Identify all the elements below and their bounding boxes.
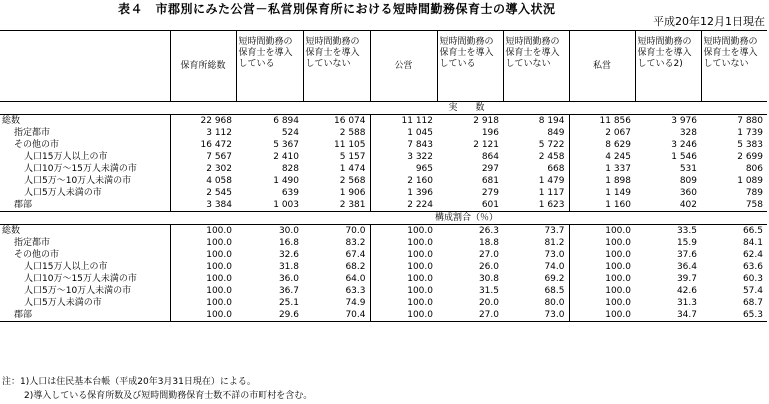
table-title: 表４ 市郡別にみた公営－私営別保育所における短時間勤務保育士の導入状況 <box>118 2 556 16</box>
table-cell: 8 629 <box>569 139 635 151</box>
table-cell: 279 <box>481 187 499 198</box>
table-row <box>0 285 767 297</box>
table-cell: 7 843 <box>370 139 437 151</box>
table-cell: 1 337 <box>569 163 635 175</box>
table-cell: 297 <box>481 163 499 174</box>
table-cell: 2 568 <box>339 175 366 186</box>
table-cell: 8 194 <box>538 115 565 126</box>
table-row <box>0 115 767 128</box>
table-row <box>0 199 767 212</box>
table-cell: 65.3 <box>701 309 767 322</box>
table-cell: 26.3 <box>478 225 499 236</box>
header-public-introduced: 短時間勤務の保育士を導入している <box>437 31 503 102</box>
table-cell: 74.0 <box>544 261 565 272</box>
table-cell: 1 149 <box>569 187 635 199</box>
table-cell: 2 918 <box>473 115 499 126</box>
table-cell: 100.0 <box>569 237 635 249</box>
table-cell: 849 <box>547 127 565 138</box>
table-cell: 100.0 <box>370 273 437 285</box>
table-cell: 1 906 <box>339 187 366 198</box>
table-cell: 1 160 <box>569 199 635 212</box>
table-cell: 1 623 <box>503 199 569 212</box>
table-cell: 74.9 <box>345 297 366 308</box>
table-cell: 100.0 <box>370 225 437 238</box>
table-cell: 2 160 <box>370 175 437 187</box>
table-cell: 1 045 <box>370 127 437 139</box>
table-cell: 33.5 <box>676 225 697 236</box>
table-cell: 758 <box>701 199 767 212</box>
table-cell: 67.4 <box>345 249 366 260</box>
table-cell: 100.0 <box>170 285 236 297</box>
table-cell: 100.0 <box>370 249 437 261</box>
table-cell: 100.0 <box>569 309 635 322</box>
table-cell: 5 367 <box>273 139 299 150</box>
table-row <box>0 249 767 261</box>
table-cell: 2 121 <box>473 139 499 150</box>
header-private-not-introduced: 短時間勤務の保育士を導入していない <box>701 31 767 102</box>
table-cell: 4 058 <box>170 175 236 187</box>
table-cell: 42.6 <box>676 285 697 296</box>
table-cell: 32.6 <box>278 249 299 260</box>
table-row <box>0 187 767 199</box>
table-cell: 668 <box>547 163 565 174</box>
table-row <box>0 297 767 309</box>
table-cell: 965 <box>370 163 437 175</box>
table-cell: 524 <box>281 127 299 138</box>
statistics-table <box>0 30 767 322</box>
table-cell: 100.0 <box>170 249 236 261</box>
table-cell: 70.4 <box>303 309 370 322</box>
table-cell: 1 396 <box>370 187 437 199</box>
table-cell: 30.0 <box>278 225 299 236</box>
header-private-introduced: 短時間勤務の保育士を導入している2) <box>635 31 701 102</box>
table-cell: 2 699 <box>737 151 763 162</box>
row-label: 指定都市 <box>14 237 51 248</box>
table-cell: 100.0 <box>370 285 437 297</box>
table-cell: 3 246 <box>671 139 697 150</box>
table-cell: 6 894 <box>273 115 299 126</box>
table-cell: 84.1 <box>742 237 763 248</box>
table-row <box>0 163 767 175</box>
table-cell: 100.0 <box>569 249 635 261</box>
table-cell: 1 003 <box>236 199 303 212</box>
table-cell: 1 474 <box>339 163 366 174</box>
table-cell: 100.0 <box>569 285 635 297</box>
table-cell: 4 245 <box>569 151 635 163</box>
row-label: 人口10万～15万人未満の市 <box>24 163 137 174</box>
table-cell: 2 410 <box>273 151 299 162</box>
table-cell: 73.0 <box>503 309 569 322</box>
table-cell: 531 <box>679 163 697 174</box>
footnote-2: 2)導入している保育所数及び短時間勤務保育士数不詳の市町村を含む。 <box>24 391 313 401</box>
as-of-date: 平成20年12月1日現在 <box>653 15 765 28</box>
header-introduced: 短時間勤務の保育士を導入している <box>236 31 303 102</box>
table-cell: 100.0 <box>569 261 635 273</box>
table-cell: 789 <box>745 187 763 198</box>
table-row <box>0 225 767 238</box>
table-cell: 62.4 <box>742 249 763 260</box>
row-label: 郡部 <box>0 199 170 212</box>
table-cell: 639 <box>281 187 299 198</box>
table-cell: 864 <box>481 151 499 162</box>
table-cell: 2 224 <box>370 199 437 212</box>
table-cell: 27.0 <box>437 309 503 322</box>
table-cell: 3 112 <box>170 127 236 139</box>
table-cell: 3 322 <box>370 151 437 163</box>
section-ratio-row <box>0 212 767 225</box>
table-cell: 196 <box>481 127 499 138</box>
table-cell: 5 722 <box>538 139 565 150</box>
row-label: 指定都市 <box>14 127 51 138</box>
table-cell: 100.0 <box>370 237 437 249</box>
table-cell: 69.2 <box>544 273 565 284</box>
table-row <box>0 237 767 249</box>
table-cell: 402 <box>635 199 701 212</box>
table-cell: 5 157 <box>339 151 366 162</box>
table-cell: 39.7 <box>676 273 697 284</box>
table-cell: 2 067 <box>569 127 635 139</box>
row-label: 人口5万～10万人未満の市 <box>24 285 132 296</box>
table-cell: 36.0 <box>278 273 299 284</box>
table-cell: 828 <box>281 163 299 174</box>
table-cell: 3 384 <box>170 199 236 212</box>
footnote-1: 注：1)人口は住民基本台帳（平成20年3月31日現在）による。 <box>2 377 256 387</box>
section-ratio-label: 構成割合（％） <box>170 212 767 225</box>
table-cell: 2 545 <box>170 187 236 199</box>
table-cell: 18.8 <box>478 237 499 248</box>
table-row <box>0 261 767 273</box>
table-cell: 27.0 <box>478 249 499 260</box>
table-row <box>0 175 767 187</box>
table-cell: 16.8 <box>278 237 299 248</box>
header-blank <box>0 31 170 102</box>
table-cell: 2 588 <box>339 127 366 138</box>
table-cell: 83.2 <box>345 237 366 248</box>
table-cell: 11 112 <box>370 115 437 128</box>
row-label: 人口5万人未満の市 <box>24 187 102 198</box>
table-cell: 11 856 <box>569 115 635 128</box>
row-label: 総数 <box>2 225 21 236</box>
table-cell: 63.3 <box>345 285 366 296</box>
table-cell: 100.0 <box>170 225 236 238</box>
table-cell: 1 117 <box>538 187 565 198</box>
row-label: 人口5万人未満の市 <box>24 297 102 308</box>
table-row <box>0 151 767 163</box>
table-cell: 81.2 <box>544 237 565 248</box>
table-cell: 2 458 <box>538 151 565 162</box>
table-cell: 70.0 <box>345 225 366 236</box>
table-cell: 1 479 <box>538 175 565 186</box>
table-cell: 36.4 <box>676 261 697 272</box>
header-total: 保育所総数 <box>170 31 236 102</box>
table-cell: 73.7 <box>544 225 565 236</box>
table-cell: 63.6 <box>742 261 763 272</box>
table-cell: 100.0 <box>170 273 236 285</box>
row-label: 人口5万～10万人未満の市 <box>24 175 132 186</box>
table-cell: 34.7 <box>635 309 701 322</box>
table-cell: 68.7 <box>742 297 763 308</box>
table-cell: 31.3 <box>676 297 697 308</box>
table-cell: 66.5 <box>742 225 763 236</box>
table-row <box>0 309 767 322</box>
table-cell: 100.0 <box>370 309 437 322</box>
table-cell: 601 <box>437 199 503 212</box>
table-cell: 100.0 <box>170 309 236 322</box>
table-cell: 2 302 <box>170 163 236 175</box>
row-label: 総数 <box>2 115 21 126</box>
table-cell: 100.0 <box>170 237 236 249</box>
table-cell: 20.0 <box>478 297 499 308</box>
table-cell: 3 976 <box>671 115 697 126</box>
table-row <box>0 139 767 151</box>
table-cell: 7 567 <box>170 151 236 163</box>
table-cell: 30.8 <box>478 273 499 284</box>
table-cell: 1 089 <box>737 175 763 186</box>
header-public: 公営 <box>370 31 437 102</box>
table-cell: 1 898 <box>569 175 635 187</box>
table-cell: 31.5 <box>478 285 499 296</box>
table-cell: 31.8 <box>278 261 299 272</box>
table-cell: 22 968 <box>170 115 236 128</box>
table-cell: 60.3 <box>742 273 763 284</box>
table-cell: 328 <box>679 127 697 138</box>
table-cell: 100.0 <box>569 225 635 238</box>
table-cell: 16 074 <box>334 115 366 126</box>
row-label: 人口15万人以上の市 <box>24 151 108 162</box>
table-cell: 68.5 <box>544 285 565 296</box>
table-row <box>0 273 767 285</box>
row-label: その他の市 <box>14 139 60 150</box>
table-cell: 25.1 <box>278 297 299 308</box>
table-cell: 36.7 <box>278 285 299 296</box>
table-cell: 1 546 <box>671 151 697 162</box>
table-cell: 29.6 <box>236 309 303 322</box>
table-cell: 100.0 <box>370 261 437 273</box>
table-cell: 11 105 <box>334 139 366 150</box>
table-cell: 681 <box>481 175 499 186</box>
table-cell: 806 <box>745 163 763 174</box>
section-counts-row <box>0 102 767 115</box>
table-cell: 1 739 <box>737 127 763 138</box>
table-cell: 68.2 <box>345 261 366 272</box>
table-cell: 100.0 <box>569 273 635 285</box>
row-label: その他の市 <box>14 249 60 260</box>
table-cell: 100.0 <box>370 297 437 309</box>
row-label: 人口15万人以上の市 <box>24 261 108 272</box>
header-private: 私営 <box>569 31 635 102</box>
header-public-not-introduced: 短時間勤務の保育士を導入していない <box>503 31 569 102</box>
table-cell: 26.0 <box>478 261 499 272</box>
table-cell: 2 381 <box>303 199 370 212</box>
table-cell: 809 <box>679 175 697 186</box>
footnotes <box>2 375 312 403</box>
row-label: 人口10万～15万人未満の市 <box>24 273 137 284</box>
table-row <box>0 127 767 139</box>
section-counts-label: 実 数 <box>170 102 767 115</box>
table-cell: 15.9 <box>676 237 697 248</box>
table-cell: 1 490 <box>273 175 299 186</box>
table-cell: 5 383 <box>737 139 763 150</box>
header-not-introduced: 短時間勤務の保育士を導入していない <box>303 31 370 102</box>
table-cell: 80.0 <box>544 297 565 308</box>
header-row <box>0 31 767 102</box>
table-cell: 100.0 <box>569 297 635 309</box>
table-cell: 64.0 <box>345 273 366 284</box>
table-cell: 100.0 <box>170 297 236 309</box>
table-cell: 16 472 <box>170 139 236 151</box>
table-cell: 37.6 <box>676 249 697 260</box>
table-cell: 7 880 <box>737 115 763 126</box>
table-cell: 57.4 <box>742 285 763 296</box>
table-cell: 100.0 <box>170 261 236 273</box>
row-label: 郡部 <box>0 309 170 322</box>
table-cell: 73.0 <box>544 249 565 260</box>
table-cell: 360 <box>679 187 697 198</box>
